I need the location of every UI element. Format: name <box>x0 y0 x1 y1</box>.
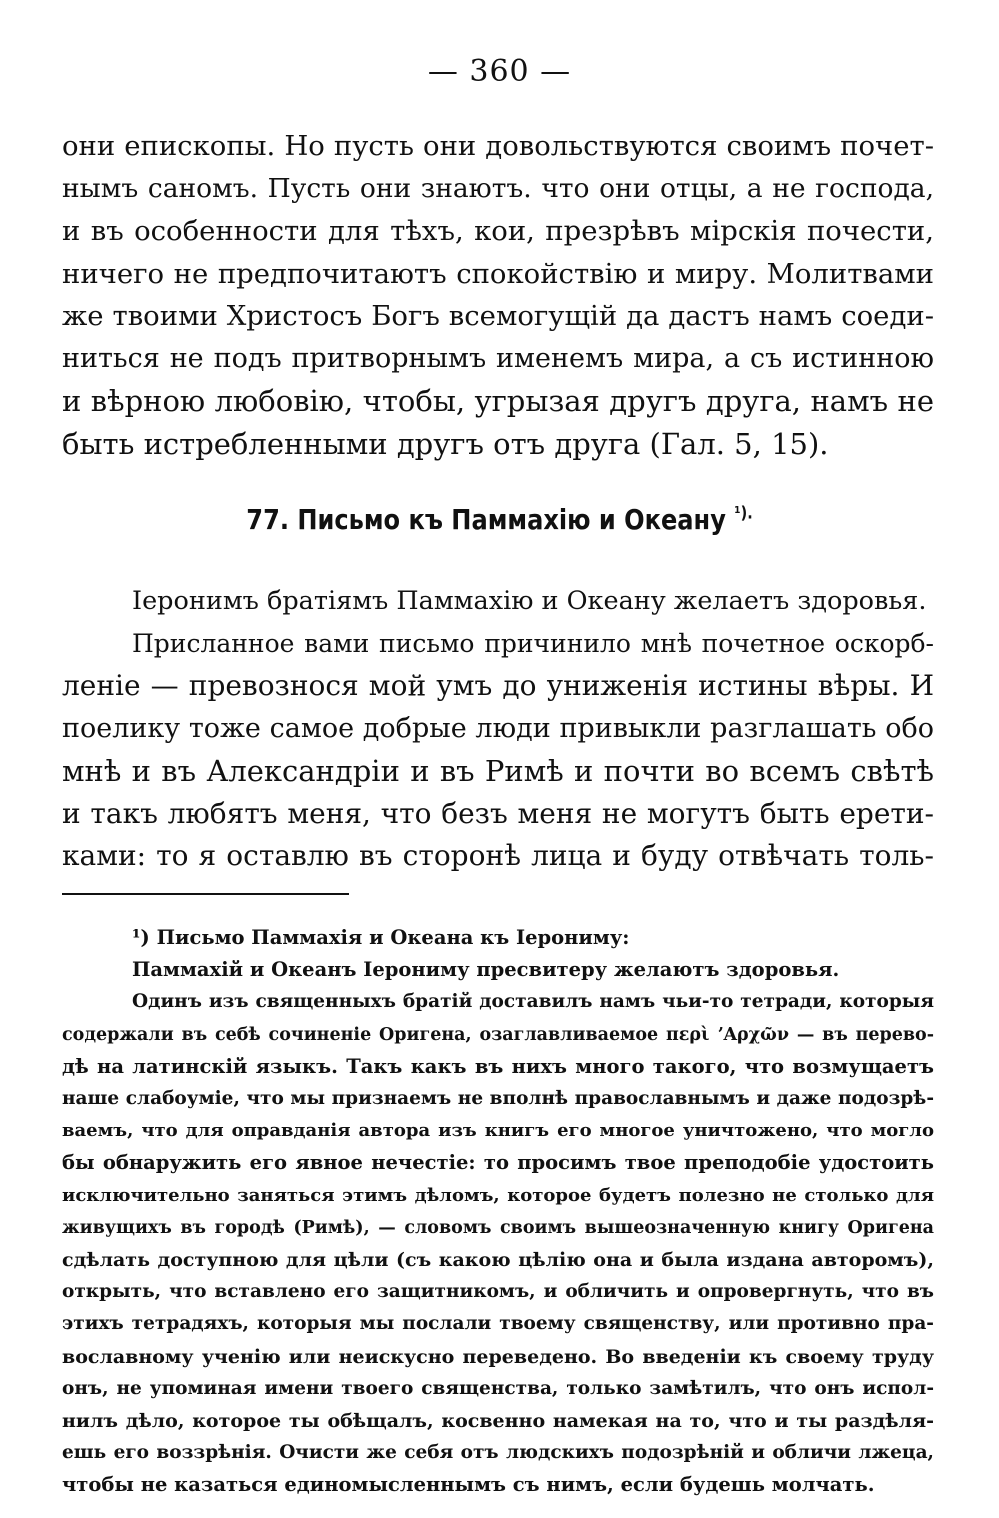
text-line: ничего не предпочитаютъ спокойствію и миру. Молитвами <box>62 257 934 290</box>
footnote-line: сдѣлать доступною для цѣли (съ какою цѣлію она и была издана авторомъ), <box>62 1249 934 1272</box>
letter-body <box>62 580 934 878</box>
footnote-line: открыть, что вставлено его защитникомъ, и обличить и опровергнуть, что въ <box>62 1281 934 1303</box>
section-heading <box>70 498 929 542</box>
footnote-line: наше слабоуміе, что мы признаемъ не вполнѣ православнымъ и даже подозрѣ- <box>62 1088 934 1110</box>
footnote-line: ешь его воззрѣнія. Очисти же себя отъ людскихъ подозрѣній и обличи лжеца, <box>62 1442 934 1464</box>
footnote-line: исключительно заняться этимъ дѣломъ, которое будетъ полезно не столько для <box>62 1184 934 1206</box>
text-line: Присланное вами письмо причинило мнѣ почетное оскорб- <box>132 628 934 658</box>
footnote-block <box>62 922 934 1502</box>
paragraph-continuation <box>62 125 934 465</box>
heading-text: 77. Письмо къ Паммахію и Океану <box>246 503 726 536</box>
footnote-line: нилъ дѣло, которое ты обѣщалъ, косвенно намекая на то, что и ты раздѣля- <box>62 1410 934 1433</box>
footnote-title <box>62 922 934 954</box>
footnote-marker: ¹) <box>132 926 150 949</box>
text-line: мнѣ и въ Александріи и въ Римѣ и почти во всемъ свѣтѣ <box>62 754 934 788</box>
text-line: и въ особенности для тѣхъ, кои, презрѣвъ мірскія почести, <box>62 215 934 247</box>
text-line: ниться не подъ притворнымъ именемъ мира, а съ истинною <box>62 342 934 374</box>
text-line: и вѣрною любовію, чтобы, угрызая другъ друга, намъ не <box>62 384 934 418</box>
footnote-title-text: Письмо Паммахія и Океана къ Іерониму: <box>156 926 630 949</box>
footnote-divider <box>62 893 349 895</box>
text-line: поелику тоже самое добрые люди привыкли разглашать обо <box>62 712 934 744</box>
footnote-line: дѣ на латинскій языкъ. Такъ какъ въ нихъ много такого, что возмущаетъ <box>62 1054 934 1078</box>
footnote-line: чтобы не казаться единомысленнымъ съ нимъ, если будешь молчать. <box>62 1473 875 1497</box>
footnote-line: этихъ тетрадяхъ, которыя мы послали твоему священству, или противно пра- <box>62 1313 934 1335</box>
footnote-line: бы обнаружить его явное нечестіе: то просимъ твое преподобіе удостоить <box>62 1151 934 1175</box>
footnote-line: вославному ученію или неискусно переведено. Во введеніи къ своему труду <box>62 1345 934 1368</box>
page-number: — 360 — <box>427 54 572 89</box>
text-line: быть истребленными другъ отъ друга (Гал. 5, 15). <box>62 426 829 461</box>
footnote-line: живущихъ въ городѣ (Римѣ), — словомъ своимъ вышеозначенную книгу Оригена <box>62 1217 934 1238</box>
footnote-line: Одинъ изъ священныхъ братій доставилъ намъ чьи-то тетради, которыя <box>132 991 934 1013</box>
text-line: леніе — превознося мой умъ до униженія истины вѣры. И <box>62 669 934 702</box>
footnote-line: онъ, не упоминая имени твоего священства, только замѣтилъ, что онъ испол- <box>62 1377 934 1399</box>
text-line: же твоими Христосъ Богъ всемогущій да дастъ намъ соеди- <box>62 300 934 332</box>
text-line: нымъ саномъ. Пусть они знаютъ. что они отцы, а не господа, <box>62 172 934 204</box>
text-line: и такъ любятъ меня, что безъ меня не могутъ быть ерети- <box>62 796 934 830</box>
heading-footnote-marker: ¹). <box>734 502 753 523</box>
text-line: они епископы. Но пусть они довольствуются своимъ почет- <box>62 130 934 162</box>
footnote-line: содержали въ себѣ сочиненіе Оригена, озаглавливаемое περὶ ʼΑρχῶν — въ перево- <box>62 1024 934 1045</box>
footnote-greeting: Паммахій и Океанъ Іерониму пресвитеру желаютъ здоровья. <box>132 958 840 982</box>
footnote-line: ваемъ, что для оправданія автора изъ книгъ его многое уничтожено, что могло <box>62 1120 934 1142</box>
text-line: ками: то я оставлю въ сторонѣ лица и буду отвѣчать толь- <box>62 839 934 872</box>
greeting-line: Іеронимъ братіямъ Паммахію и Океану желаетъ здоровья. <box>132 586 927 616</box>
